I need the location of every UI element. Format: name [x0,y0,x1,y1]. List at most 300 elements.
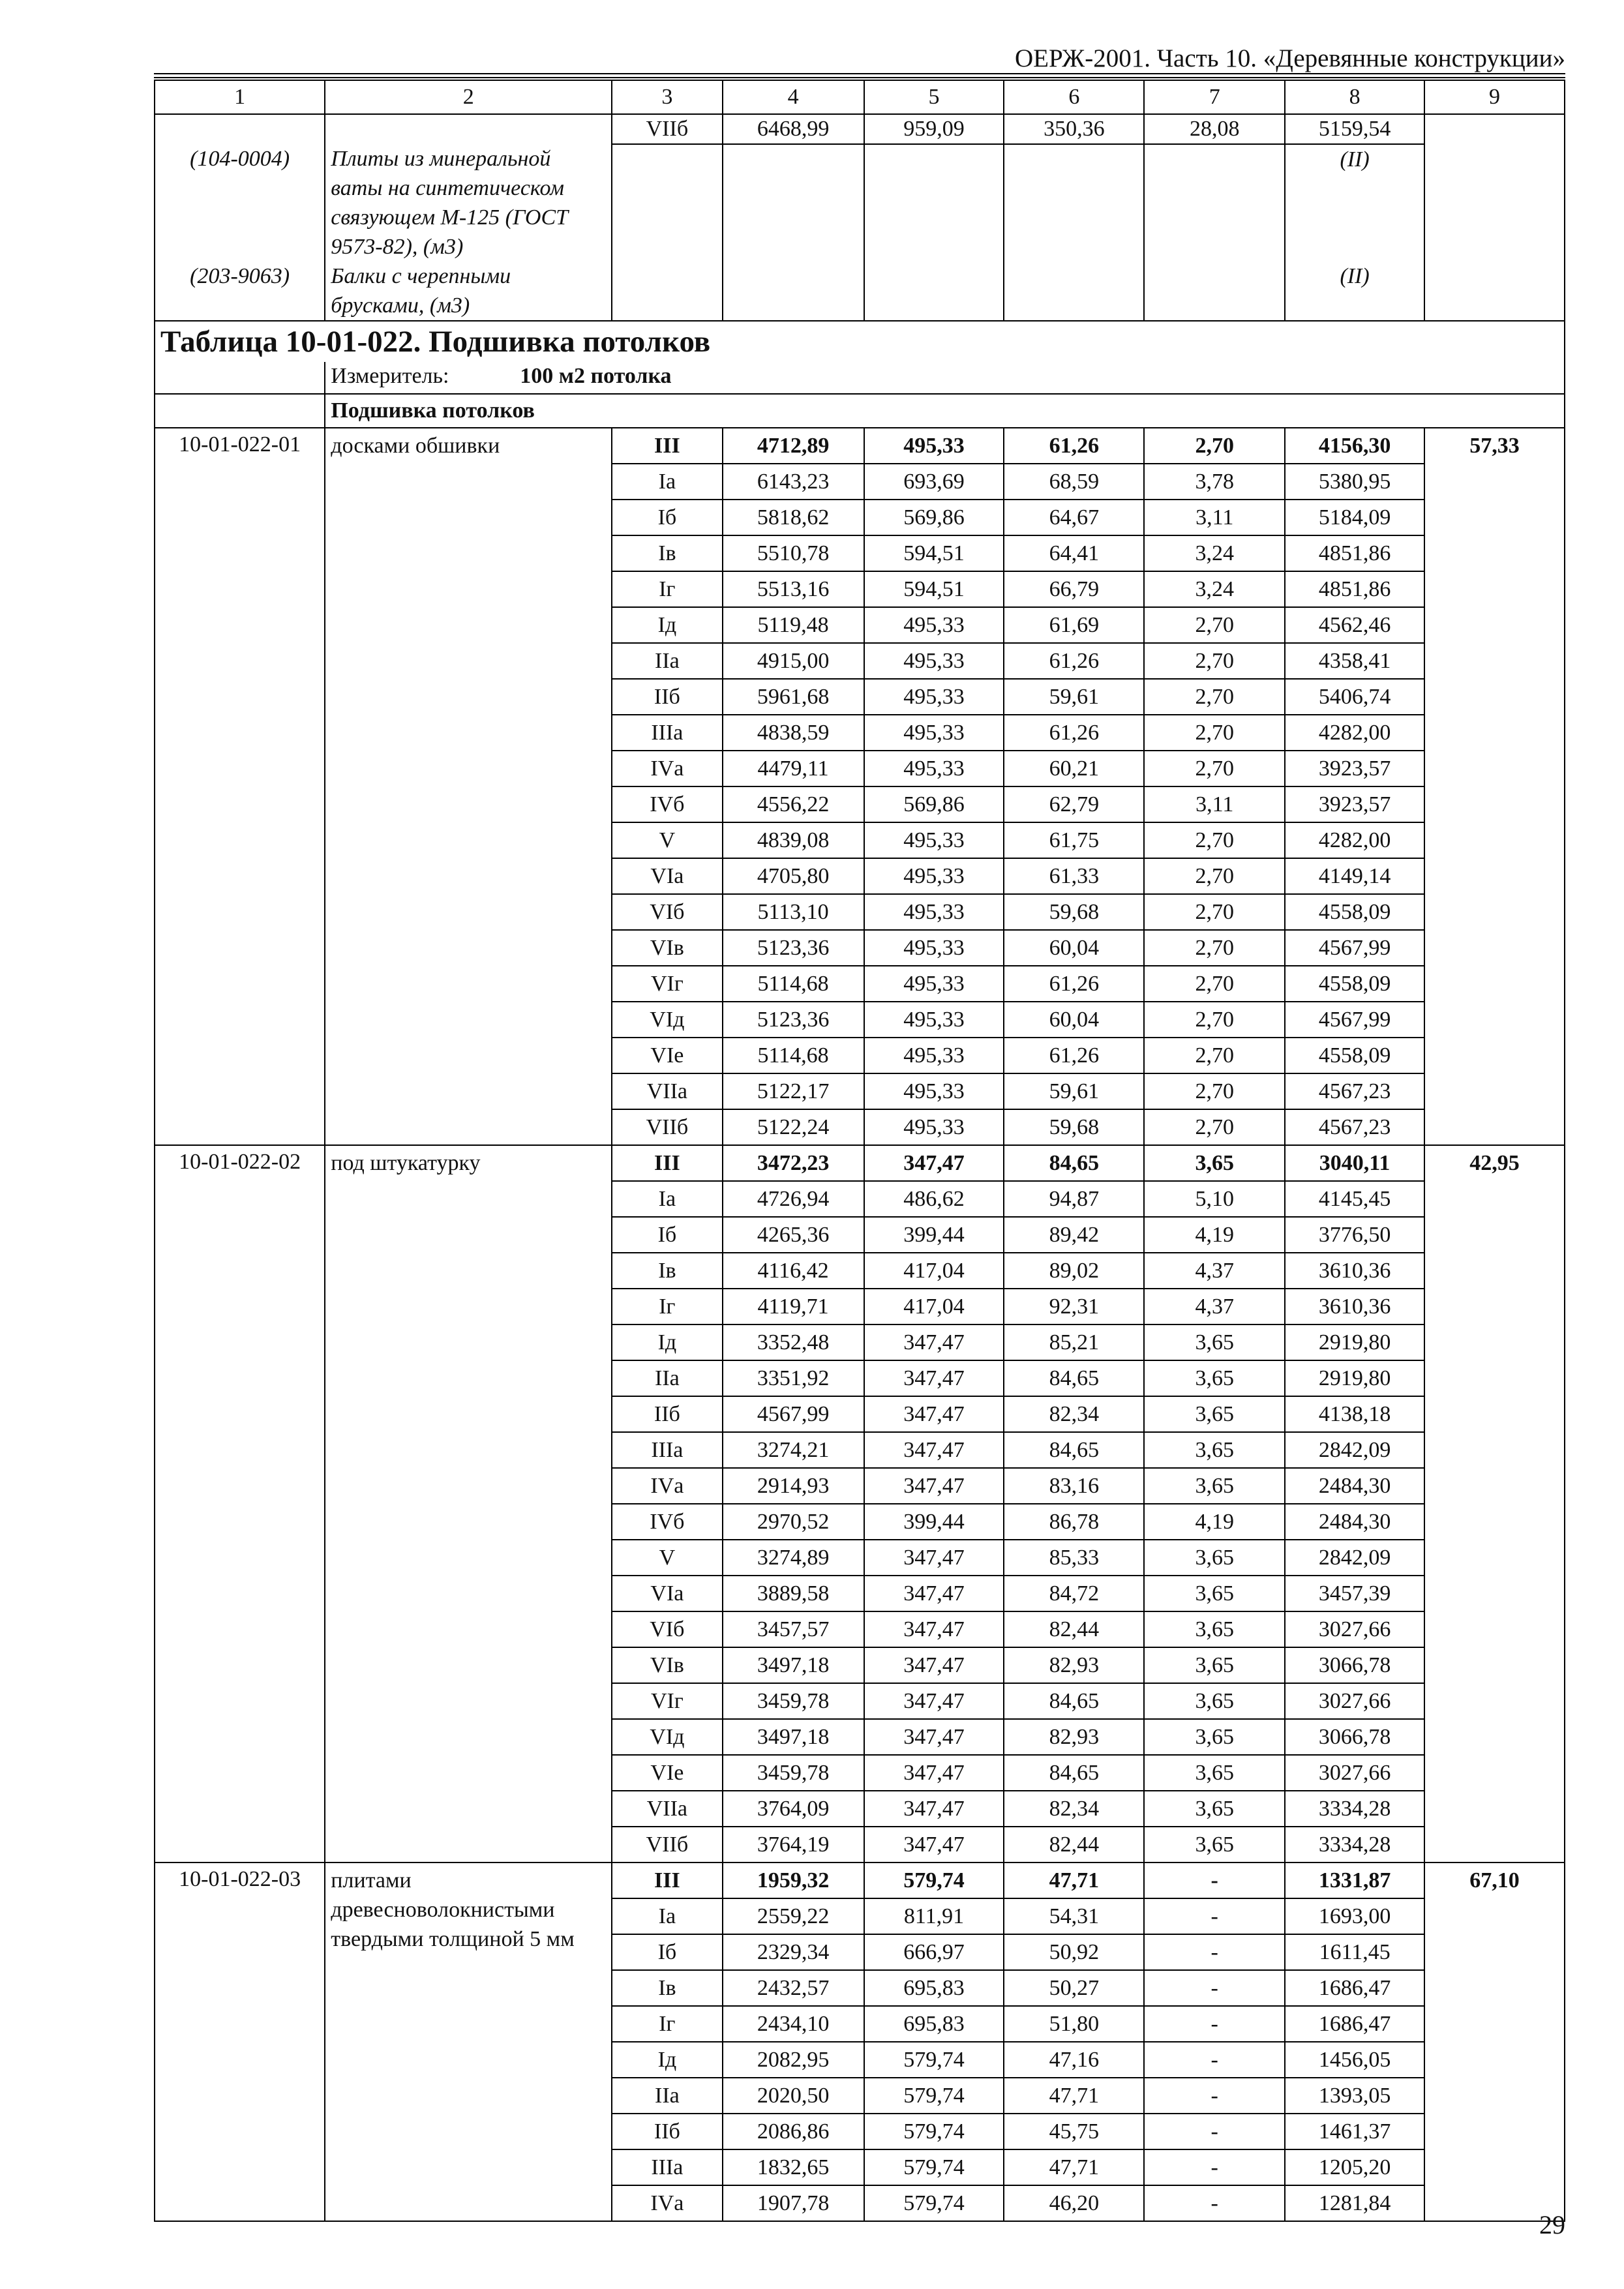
wages-cell: 417,04 [864,1253,1004,1289]
machine-wages-cell: 2,70 [1144,643,1285,679]
table-row [155,428,1565,464]
wages-cell: 417,04 [864,1289,1004,1324]
empty-cell [1004,144,1144,262]
total-cost-cell: 3889,58 [723,1576,864,1611]
wages-cell: 347,47 [864,1647,1004,1683]
machines-cell: 85,33 [1004,1540,1144,1576]
wages-cell: 399,44 [864,1217,1004,1253]
materials-cell: 3610,36 [1285,1253,1424,1289]
total-cost-cell: 3497,18 [723,1719,864,1755]
zone-cell: Iд [612,607,722,643]
total-cost-cell: 2020,50 [723,2078,864,2114]
column-number: 9 [1424,80,1565,114]
zone-cell: III [612,428,722,464]
zone-cell: Iб [612,1934,722,1970]
total-cost-cell: 4556,22 [723,786,864,822]
materials-cell: 4851,86 [1285,535,1424,571]
wages-cell: 579,74 [864,1863,1004,1898]
zone-cell: V [612,822,722,858]
wages-cell: 347,47 [864,1432,1004,1468]
machine-wages-cell: 2,70 [1144,1038,1285,1073]
machines-cell: 84,65 [1004,1432,1144,1468]
wages-cell: 495,33 [864,894,1004,930]
machines-cell: 61,69 [1004,607,1144,643]
machine-wages-cell: - [1144,2006,1285,2042]
machines-cell: 47,71 [1004,2149,1144,2185]
zone-cell: IIб [612,1396,722,1432]
machines-cell: 47,71 [1004,2078,1144,2114]
zone-cell: IIб [612,679,722,715]
materials-cell: 4558,09 [1285,966,1424,1002]
zone-cell: VIе [612,1755,722,1791]
machine-wages-cell: 3,24 [1144,571,1285,607]
zone-cell: VIIа [612,1791,722,1827]
empty-cell [1144,144,1285,262]
zone-cell: IIIа [612,715,722,751]
machine-wages-cell: - [1144,1863,1285,1898]
materials-cell: 1686,47 [1285,2006,1424,2042]
total-cost-cell: 5122,24 [723,1109,864,1145]
zone-cell: Iд [612,1324,722,1360]
machines-cell: 82,44 [1004,1827,1144,1863]
empty-cell [155,394,325,428]
machine-wages-cell: 3,65 [1144,1791,1285,1827]
total-cost-cell: 5114,68 [723,1038,864,1073]
wages-cell: 495,33 [864,822,1004,858]
zone-cell: Iв [612,535,722,571]
machines-cell: 89,02 [1004,1253,1144,1289]
zone-cell: IIб [612,2114,722,2149]
measure-value: 100 м2 потолка [520,364,672,388]
zone-cell: IIIа [612,2149,722,2185]
materials-cell: 3776,50 [1285,1217,1424,1253]
materials-cell: 3457,39 [1285,1576,1424,1611]
machine-wages-cell: 3,65 [1144,1324,1285,1360]
machine-wages-cell: - [1144,1970,1285,2006]
machines-cell: 68,59 [1004,464,1144,500]
table-title-row [155,321,1565,362]
wages-cell: 579,74 [864,2114,1004,2149]
document-header: ОЕРЖ-2001. Часть 10. «Деревянные конструкции» [1014,44,1565,72]
total-cost-cell: 5513,16 [723,571,864,607]
section-row [155,394,1565,428]
wages-cell: 495,33 [864,715,1004,751]
machine-wages-cell: 2,70 [1144,894,1285,930]
materials-cell: 2484,30 [1285,1468,1424,1504]
machine-wages-cell: 3,65 [1144,1647,1285,1683]
zone-cell: VIIа [612,1073,722,1109]
wages-cell: 579,74 [864,2042,1004,2078]
machine-wages-cell: 3,65 [1144,1396,1285,1432]
machines-cell: 85,21 [1004,1324,1144,1360]
labor-cost-cell: 57,33 [1424,428,1565,1145]
wages-cell: 347,47 [864,1755,1004,1791]
total-cost-cell: 4705,80 [723,858,864,894]
zone-cell: Iа [612,1181,722,1217]
column-number: 8 [1285,80,1424,114]
total-cost-cell: 3497,18 [723,1647,864,1683]
carryover-material-row [155,262,1565,321]
machine-wages-cell: - [1144,2114,1285,2149]
wages-cell: 495,33 [864,1073,1004,1109]
machines-cell: 89,42 [1004,1217,1144,1253]
machine-wages-cell: 2,70 [1144,679,1285,715]
rate-code-cell: 10-01-022-03 [155,1863,325,2221]
total-cost-cell: 5510,78 [723,535,864,571]
machines-cell: 61,75 [1004,822,1144,858]
total-cost-cell: 3764,19 [723,1827,864,1863]
machines-cell: 64,41 [1004,535,1144,571]
machines-cell: 47,16 [1004,2042,1144,2078]
machines-cell: 61,26 [1004,428,1144,464]
machine-wages-cell: 2,70 [1144,966,1285,1002]
zone-cell: III [612,1145,722,1181]
empty-cell [1144,262,1285,321]
materials-cell: 1611,45 [1285,1934,1424,1970]
carryover-material-row [155,144,1565,262]
materials-cell: 2842,09 [1285,1432,1424,1468]
machines-cell: 94,87 [1004,1181,1144,1217]
wages-cell: 695,83 [864,1970,1004,2006]
machines-cell: 60,04 [1004,930,1144,966]
empty-cell [155,362,325,394]
wages-cell: 495,33 [864,966,1004,1002]
zone-cell: VIв [612,930,722,966]
machines-cell: 66,79 [1004,571,1144,607]
zone-cell: Iг [612,571,722,607]
machine-wages-cell: 3,65 [1144,1611,1285,1647]
machine-wages-cell: 2,70 [1144,751,1285,786]
empty-cell [612,144,722,262]
wages-cell: 811,91 [864,1898,1004,1934]
header-rule [154,73,1565,74]
total-cost-cell: 3352,48 [723,1324,864,1360]
machine-wages-cell: - [1144,2078,1285,2114]
wages-cell: 347,47 [864,1611,1004,1647]
machines-cell: 61,26 [1004,966,1144,1002]
wages-cell: 495,33 [864,858,1004,894]
wages-cell: 347,47 [864,1576,1004,1611]
machines-cell: 84,65 [1004,1360,1144,1396]
machines-cell: 82,34 [1004,1791,1144,1827]
materials-cell: 1456,05 [1285,2042,1424,2078]
machines-cell: 82,93 [1004,1719,1144,1755]
zone-cell: Iв [612,1253,722,1289]
machines-cell: 84,65 [1004,1145,1144,1181]
wages-cell: 347,47 [864,1719,1004,1755]
machine-wages-cell: 4,19 [1144,1504,1285,1540]
materials-cell: 3027,66 [1285,1611,1424,1647]
total-cost-cell: 3472,23 [723,1145,864,1181]
machines-cell: 51,80 [1004,2006,1144,2042]
column-number: 1 [155,80,325,114]
machine-wages-cell: 4,37 [1144,1253,1285,1289]
total-cost-cell: 2559,22 [723,1898,864,1934]
materials-cell: 1686,47 [1285,1970,1424,2006]
total-cost-cell: 4479,11 [723,751,864,786]
machine-wages-cell: 3,11 [1144,786,1285,822]
machine-wages-cell: - [1144,2149,1285,2185]
machine-wages-cell: 4,19 [1144,1217,1285,1253]
machine-wages-cell: - [1144,1934,1285,1970]
carryover-name-cell [325,114,612,144]
column-number: 5 [864,80,1004,114]
materials-cell: 4567,99 [1285,1002,1424,1038]
total-cost-cell: 1907,78 [723,2185,864,2221]
machines-cell: 47,71 [1004,1863,1144,1898]
zone-cell: Iд [612,2042,722,2078]
total-cost-cell: 2086,86 [723,2114,864,2149]
wages-cell: 347,47 [864,1468,1004,1504]
zone-cell: VIб [612,1611,722,1647]
total-cost-cell: 3274,89 [723,1540,864,1576]
machine-wages-cell: 4,37 [1144,1289,1285,1324]
carryover-code-cell [155,114,325,144]
materials-cell: 1331,87 [1285,1863,1424,1898]
carryover-row [155,114,1565,144]
machines-cell: 84,72 [1004,1576,1144,1611]
zone-cell: III [612,1863,722,1898]
zone-cell: VIIб [612,1827,722,1863]
total-cost-cell: 4915,00 [723,643,864,679]
materials-cell: 5159,54 [1285,114,1424,144]
materials-cell: 2919,80 [1285,1360,1424,1396]
wages-cell: 495,33 [864,1002,1004,1038]
wages-cell: 347,47 [864,1360,1004,1396]
empty-cell [864,262,1004,321]
total-cost-cell: 2329,34 [723,1934,864,1970]
zone-cell: Iа [612,1898,722,1934]
zone-cell: IVа [612,2185,722,2221]
total-cost-cell: 3457,57 [723,1611,864,1647]
materials-cell: 5406,74 [1285,679,1424,715]
total-cost-cell: 1832,65 [723,2149,864,2185]
total-cost-cell: 4119,71 [723,1289,864,1324]
materials-cell: 3066,78 [1285,1719,1424,1755]
column-number: 6 [1004,80,1144,114]
materials-cell: 3040,11 [1285,1145,1424,1181]
column-number: 7 [1144,80,1285,114]
machine-wages-cell: 2,70 [1144,930,1285,966]
machine-wages-cell: - [1144,2042,1285,2078]
wages-cell: 495,33 [864,428,1004,464]
machine-wages-cell: 2,70 [1144,1109,1285,1145]
zone-cell: VIд [612,1002,722,1038]
total-cost-cell: 5818,62 [723,500,864,535]
wages-cell: 347,47 [864,1683,1004,1719]
total-cost-cell: 4567,99 [723,1396,864,1432]
section-title: Подшивка потолков [325,394,1565,428]
zone-cell: VIд [612,1719,722,1755]
page-number: 29 [1539,2210,1565,2239]
material-code-cell: (203-9063) [155,262,325,321]
total-cost-cell: 5122,17 [723,1073,864,1109]
materials-cell: 3334,28 [1285,1827,1424,1863]
wages-cell: 495,33 [864,607,1004,643]
machines-cell: 82,93 [1004,1647,1144,1683]
wages-cell: 579,74 [864,2185,1004,2221]
material-mark-cell: (II) [1285,144,1424,262]
wages-cell: 347,47 [864,1145,1004,1181]
machine-wages-cell: 2,70 [1144,428,1285,464]
labor-cost-cell: 67,10 [1424,1863,1565,2221]
wages-cell: 347,47 [864,1827,1004,1863]
machine-wages-cell: 3,65 [1144,1468,1285,1504]
materials-cell: 4282,00 [1285,715,1424,751]
total-cost-cell: 5119,48 [723,607,864,643]
zone-cell: VIв [612,1647,722,1683]
materials-cell: 4358,41 [1285,643,1424,679]
machine-wages-cell: 2,70 [1144,822,1285,858]
materials-cell: 4138,18 [1285,1396,1424,1432]
machine-wages-cell: 3,11 [1144,500,1285,535]
column-number: 3 [612,80,722,114]
machines-cell: 59,68 [1004,894,1144,930]
materials-cell: 3610,36 [1285,1289,1424,1324]
materials-cell: 1205,20 [1285,2149,1424,2185]
machine-wages-cell: 2,70 [1144,1073,1285,1109]
wages-cell: 495,33 [864,679,1004,715]
machine-wages-cell: 3,65 [1144,1755,1285,1791]
zone-cell: VIIб [612,114,722,144]
wages-cell: 495,33 [864,1109,1004,1145]
measure-row [155,362,1565,394]
total-cost-cell: 4712,89 [723,428,864,464]
total-cost-cell: 3459,78 [723,1683,864,1719]
materials-cell: 4149,14 [1285,858,1424,894]
total-cost-cell: 4265,36 [723,1217,864,1253]
total-cost-cell: 1959,32 [723,1863,864,1898]
materials-cell: 4145,45 [1285,1181,1424,1217]
zone-cell: VIа [612,858,722,894]
machine-wages-cell: 2,70 [1144,858,1285,894]
machines-cell: 59,61 [1004,1073,1144,1109]
labor-cost-cell: 42,95 [1424,1145,1565,1863]
machine-wages-cell: - [1144,1898,1285,1934]
total-cost-cell: 2434,10 [723,2006,864,2042]
materials-cell: 3066,78 [1285,1647,1424,1683]
empty-cell [612,262,722,321]
total-cost-cell: 2970,52 [723,1504,864,1540]
wages-cell: 666,97 [864,1934,1004,1970]
zone-cell: IVа [612,751,722,786]
materials-cell: 5380,95 [1285,464,1424,500]
zone-cell: VIб [612,894,722,930]
machine-wages-cell: 2,70 [1144,1002,1285,1038]
machine-wages-cell: 3,65 [1144,1145,1285,1181]
machines-cell: 84,65 [1004,1683,1144,1719]
total-cost-cell: 3274,21 [723,1432,864,1468]
machines-cell: 64,67 [1004,500,1144,535]
zone-cell: Iв [612,1970,722,2006]
wages-cell: 347,47 [864,1324,1004,1360]
zone-cell: IIа [612,2078,722,2114]
machine-wages-cell: 28,08 [1144,114,1285,144]
machines-cell: 46,20 [1004,2185,1144,2221]
wages-cell: 693,69 [864,464,1004,500]
zone-cell: IIIа [612,1432,722,1468]
machine-wages-cell: 5,10 [1144,1181,1285,1217]
wages-cell: 594,51 [864,535,1004,571]
materials-cell: 4558,09 [1285,894,1424,930]
materials-cell: 1393,05 [1285,2078,1424,2114]
total-cost-cell: 5961,68 [723,679,864,715]
material-name-cell: Плиты из минеральной ваты на синтетическом связующем М-125 (ГОСТ 9573-82), (м3) [325,144,612,262]
machines-cell: 60,04 [1004,1002,1144,1038]
materials-cell: 1693,00 [1285,1898,1424,1934]
total-cost-cell: 6143,23 [723,464,864,500]
total-cost-cell: 5123,36 [723,1002,864,1038]
machine-wages-cell: 2,70 [1144,715,1285,751]
wages-cell: 495,33 [864,1038,1004,1073]
zone-cell: V [612,1540,722,1576]
zone-cell: Iа [612,464,722,500]
table-title: Таблица 10-01-022. Подшивка потолков [155,321,1565,362]
total-cost-cell: 2432,57 [723,1970,864,2006]
empty-cell [723,144,864,262]
total-cost-cell: 2082,95 [723,2042,864,2078]
total-cost-cell: 2914,93 [723,1468,864,1504]
materials-cell: 3027,66 [1285,1755,1424,1791]
wages-cell: 579,74 [864,2149,1004,2185]
machines-cell: 62,79 [1004,786,1144,822]
total-cost-cell: 6468,99 [723,114,864,144]
total-cost-cell: 4839,08 [723,822,864,858]
machines-cell: 61,26 [1004,715,1144,751]
machine-wages-cell: 3,65 [1144,1432,1285,1468]
wages-cell: 486,62 [864,1181,1004,1217]
measure-cell [325,362,1565,394]
total-cost-cell: 3351,92 [723,1360,864,1396]
zone-cell: IIа [612,643,722,679]
zone-cell: Iб [612,500,722,535]
wages-cell: 569,86 [864,786,1004,822]
materials-cell: 4851,86 [1285,571,1424,607]
zone-cell: IVб [612,786,722,822]
machines-cell: 61,26 [1004,1038,1144,1073]
machines-cell: 50,92 [1004,1934,1144,1970]
wages-cell: 594,51 [864,571,1004,607]
table-row [155,1145,1565,1181]
zone-cell: VIг [612,1683,722,1719]
machines-cell: 59,68 [1004,1109,1144,1145]
machines-cell: 61,33 [1004,858,1144,894]
machine-wages-cell: 3,65 [1144,1827,1285,1863]
machine-wages-cell: 3,65 [1144,1360,1285,1396]
machine-wages-cell: 3,65 [1144,1719,1285,1755]
machines-cell: 84,65 [1004,1755,1144,1791]
header-rule [154,77,1565,78]
material-name-cell: Балки с черепными брусками, (м3) [325,262,612,321]
machine-wages-cell: 3,24 [1144,535,1285,571]
zone-cell: VIа [612,1576,722,1611]
machine-wages-cell: - [1144,2185,1285,2221]
total-cost-cell: 4726,94 [723,1181,864,1217]
zone-cell: VIIб [612,1109,722,1145]
machine-wages-cell: 3,65 [1144,1576,1285,1611]
machines-cell: 50,27 [1004,1970,1144,2006]
materials-cell: 4558,09 [1285,1038,1424,1073]
wages-cell: 347,47 [864,1396,1004,1432]
wages-cell: 495,33 [864,643,1004,679]
rate-code-cell: 10-01-022-01 [155,428,325,1145]
wages-cell: 495,33 [864,930,1004,966]
materials-cell: 2484,30 [1285,1504,1424,1540]
wages-cell: 959,09 [864,114,1004,144]
machines-cell: 83,16 [1004,1468,1144,1504]
machines-cell: 350,36 [1004,114,1144,144]
price-table-frame [154,80,1565,2222]
